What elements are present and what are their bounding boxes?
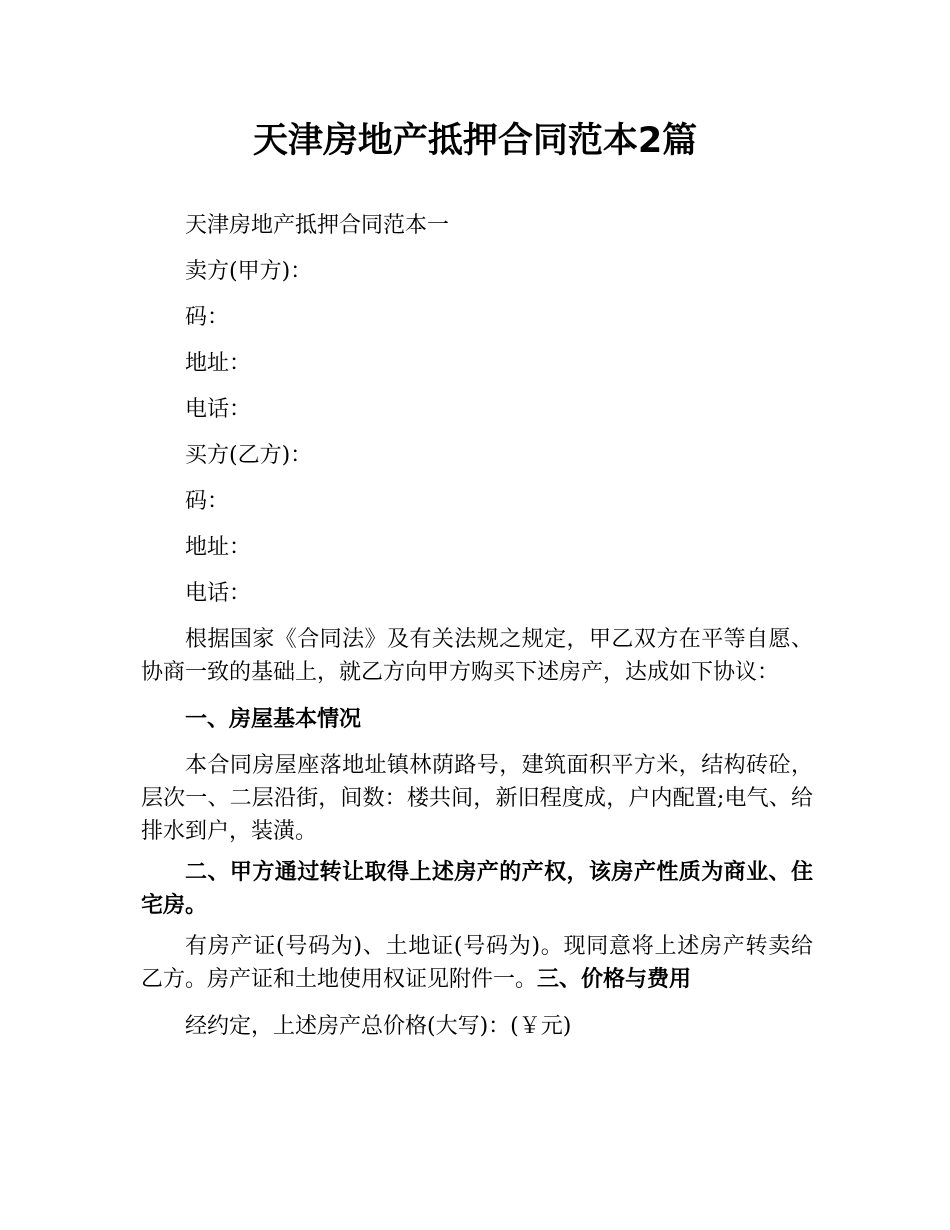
document-body: [141, 203, 813, 1050]
section-2-heading: 二、甲方通过转让取得上述房产的产权，该房产性质为商业、住宅房。: [141, 860, 813, 918]
section-1-text: 本合同房屋座落地址镇林荫路号，建筑面积平方米，结构砖砼，层次一、二层沿街，间数：楼共间，新旧程度成，户内配置;电气、给排水到户，装潢。: [141, 753, 813, 844]
section-3-text: 经约定，上述房产总价格(大写)：(￥元): [185, 1014, 572, 1039]
seller-address: 地址：: [185, 351, 252, 376]
preamble-paragraph: 根据国家《合同法》及有关法规之规定，甲乙双方在平等自愿、协商一致的基础上，就乙方向甲方购买下述房产，达成如下协议：: [141, 627, 813, 685]
seller-phone: 电话：: [185, 397, 252, 422]
seller-code: 码：: [185, 305, 230, 330]
contract-subtitle: 天津房地产抵押合同范本一: [185, 213, 450, 238]
buyer-phone: 电话：: [185, 581, 252, 606]
section-2-text: 有房产证(号码为)、土地证(号码为)。现同意将上述房产转卖给乙方。房产证和土地使用权证见附件一。: [141, 934, 813, 992]
section-3-heading: 三、价格与费用: [537, 967, 692, 992]
section-1-heading: 一、房屋基本情况: [185, 707, 362, 732]
buyer-address: 地址：: [185, 535, 252, 560]
buyer-code: 码：: [185, 489, 230, 514]
seller-label: 卖方(甲方)：: [185, 259, 313, 284]
buyer-label: 买方(乙方)：: [185, 443, 313, 468]
section-2-paragraph: [141, 930, 813, 996]
document-title: 天津房地产抵押合同范本2篇: [252, 121, 698, 161]
